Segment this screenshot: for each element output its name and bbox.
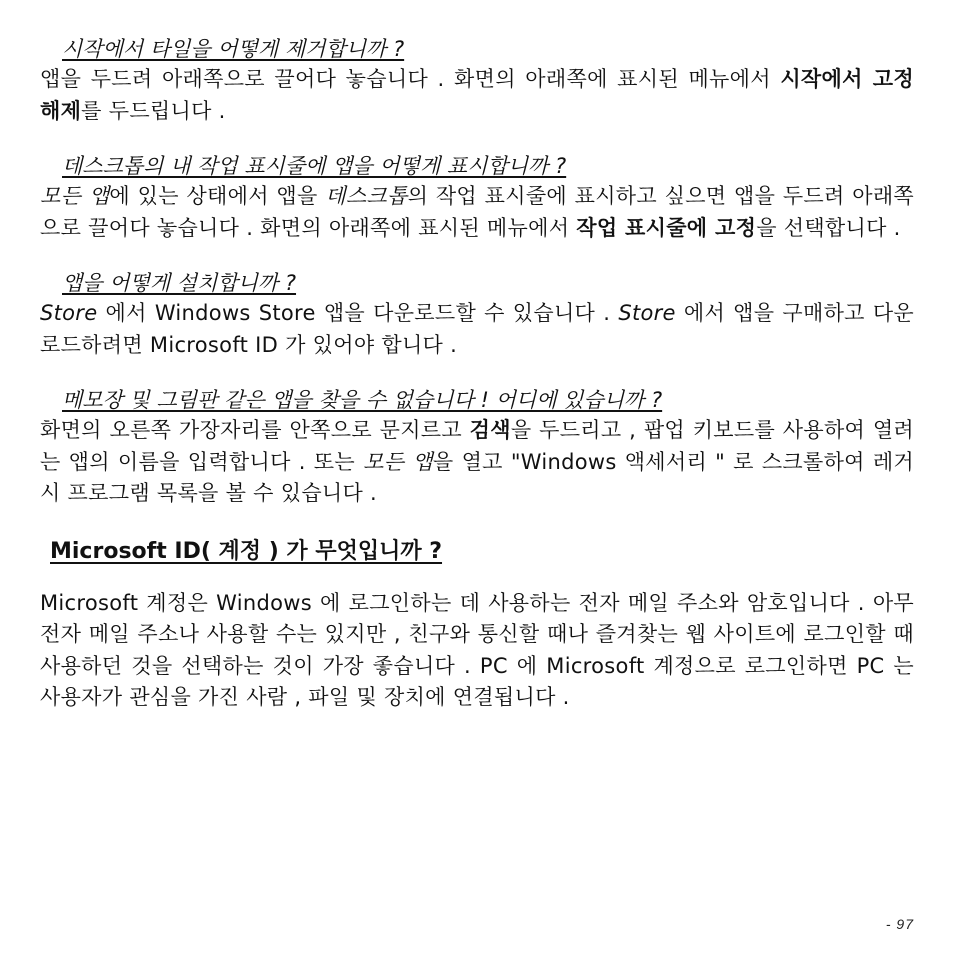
ui-term-all-apps: 모든 앱	[363, 449, 433, 474]
ui-term-unpin-from-start: 시작에서 고정 해제	[40, 67, 914, 123]
section-heading: Microsoft ID( 계정 ) 가 무엇입니까 ?	[50, 538, 443, 564]
faq-question: 시작에서 타일을 어떻게 제거합니까 ?	[62, 37, 405, 61]
faq-answer: 화면의 오른쪽 가장자리를 안쪽으로 문지르고 검색을 두드리고 , 팝업 키보드를 사용하여 열려는 앱의 이름을 입력합니다 . 또는 모든 앱을 열고 "Windows 액세서리 " 로 스크롤하여 레거시 프로그램 목록을 볼 수 있습니다 .	[40, 418, 914, 505]
faq-answer: 앱을 두드려 아래쪽으로 끌어다 놓습니다 . 화면의 아래쪽에 표시된 메뉴에서 시작에서 고정 해제를 두드립니다 .	[40, 67, 914, 123]
ui-term-search: 검색	[469, 418, 511, 442]
ui-term-store: Store	[618, 301, 676, 325]
faq-question: 앱을 어떻게 설치합니까 ?	[62, 271, 297, 295]
ui-term-desktop: 데스크톱	[325, 184, 408, 208]
faq-item	[40, 151, 914, 244]
faq-question: 데스크톱의 내 작업 표시줄에 앱을 어떻게 표시합니까 ?	[62, 154, 567, 178]
ui-term-all-apps: 모든 앱	[40, 184, 110, 208]
faq-question: 메모장 및 그림판 같은 앱을 찾을 수 없습니다 ! 어디에 있습니까 ?	[62, 388, 663, 412]
faq-answer: Store 에서 Windows Store 앱을 다운로드할 수 있습니다 . Store 에서 앱을 구매하고 다운로드하려면 Microsoft ID 가 있어야 합니다 .	[40, 301, 914, 357]
ui-term-store: Store	[40, 301, 98, 325]
ui-term-pin-to-taskbar: 작업 표시줄에 고정	[576, 215, 757, 240]
section	[40, 536, 914, 714]
page-number: - 97	[885, 916, 914, 932]
faq-item	[40, 34, 914, 127]
faq-item	[40, 268, 914, 361]
faq-answer: 모든 앱에 있는 상태에서 앱을 데스크톱의 작업 표시줄에 표시하고 싶으면 앱을 두드려 아래쪽으로 끌어다 놓습니다 . 화면의 아래쪽에 표시된 메뉴에서 작업 표시줄에 고정을 선택합니다 .	[40, 184, 915, 240]
document-page	[40, 34, 914, 714]
faq-item	[40, 385, 914, 510]
section-body: Microsoft 계정은 Windows 에 로그인하는 데 사용하는 전자 메일 주소와 암호입니다 . 아무 전자 메일 주소나 사용할 수는 있지만 , 친구와 통신할 때나 즐겨찾는 웹 사이트에 로그인할 때 사용하던 것을 선택하는 것이 가장 좋습니다 . PC 에 Microsoft 계정으로 로그인하면 PC 는 사용자가 관심을 가진 사람 , 파일 및 장치에 연결됩니다 .	[40, 590, 914, 709]
